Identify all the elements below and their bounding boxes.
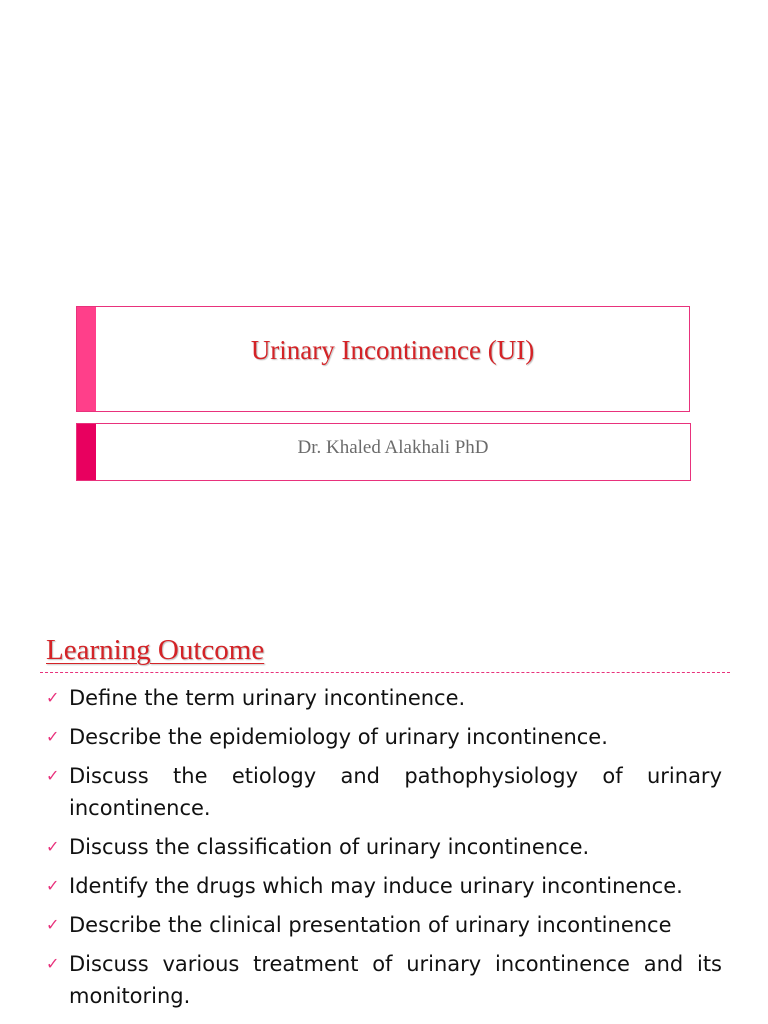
list-item-text: Discuss various treatment of urinary incontinence and its monitoring. [69, 952, 722, 1008]
list-item-text: Describe the epidemiology of urinary incontinence. [69, 725, 608, 749]
check-icon: ✓ [46, 766, 60, 785]
list-item-text: Discuss the classification of urinary incontinence. [69, 835, 590, 859]
list-item [46, 948, 722, 1012]
check-icon: ✓ [46, 688, 60, 707]
list-item-text: Define the term urinary incontinence. [69, 686, 466, 710]
check-icon: ✓ [46, 876, 60, 895]
list-item-text: Describe the clinical presentation of urinary incontinence [69, 913, 672, 937]
section-divider [40, 672, 730, 673]
slide-title: Urinary Incontinence (UI) [250, 335, 535, 365]
check-icon: ✓ [46, 915, 60, 934]
list-item [46, 760, 722, 824]
list-item [46, 721, 722, 753]
check-icon: ✓ [46, 837, 60, 856]
list-item [46, 870, 722, 902]
list-item-text: Identify the drugs which may induce urinary incontinence. [69, 874, 683, 898]
list-item-text: Discuss the etiology and pathophysiology of urinary incontinence. [69, 764, 722, 820]
learning-outcome-list [46, 682, 722, 1019]
title-accent-bar [77, 307, 96, 411]
check-icon: ✓ [46, 954, 60, 973]
check-icon: ✓ [46, 727, 60, 746]
slide-subtitle: Dr. Khaled Alakhali PhD [297, 437, 489, 458]
list-item [46, 831, 722, 863]
title-box [76, 306, 690, 412]
section-heading: Learning Outcome [46, 634, 265, 666]
subtitle-accent-bar [77, 424, 96, 480]
list-item [46, 909, 722, 941]
list-item [46, 682, 722, 714]
subtitle-box [76, 423, 691, 481]
